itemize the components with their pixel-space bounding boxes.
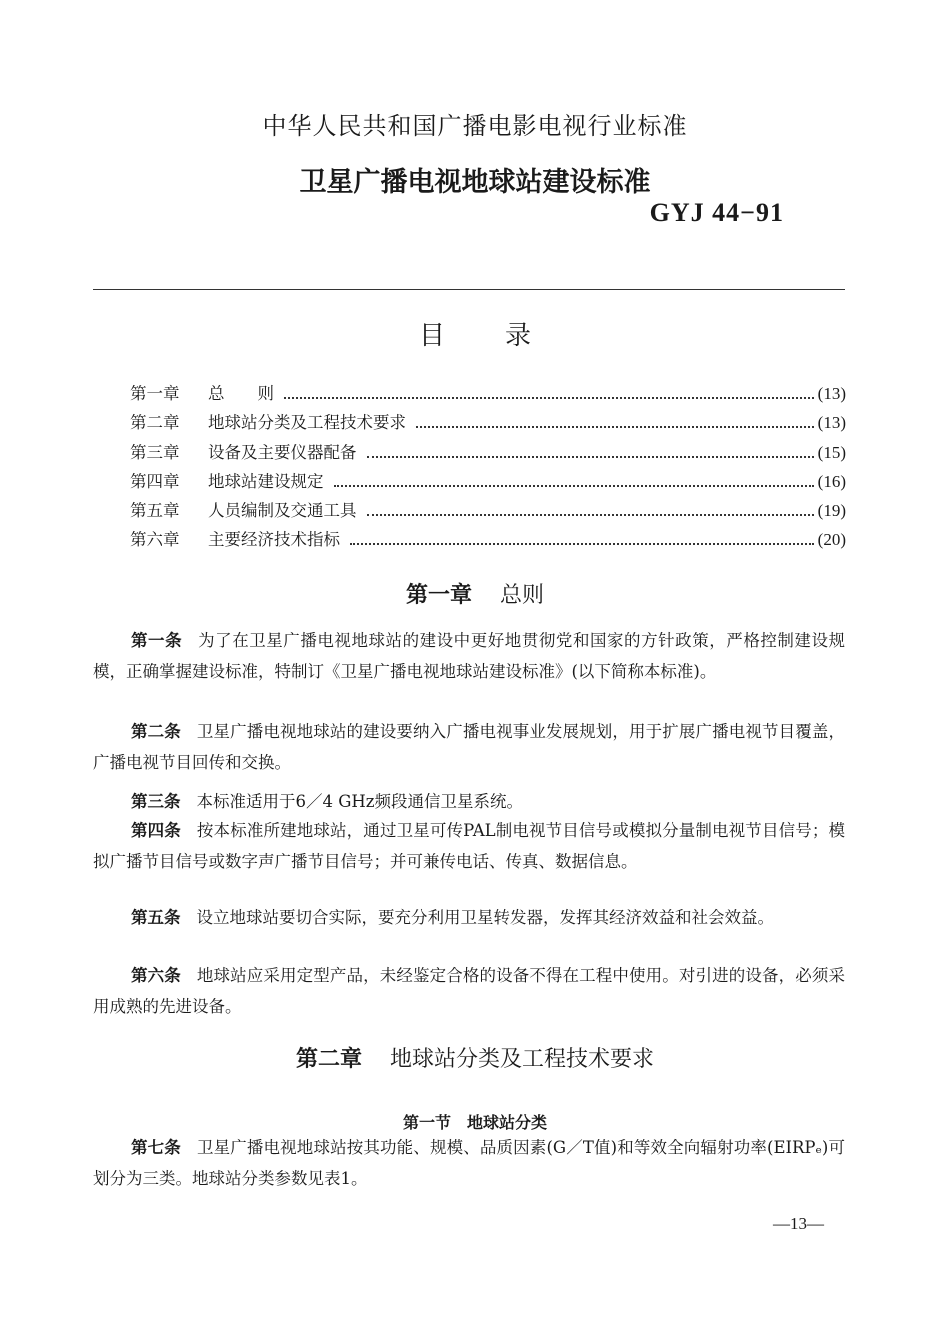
- toc-leader: [367, 514, 814, 516]
- article-label: 第一条: [131, 631, 183, 650]
- article-2: [93, 717, 845, 778]
- article-text: 地球站应采用定型产品，未经鉴定合格的设备不得在工程中使用。对引进的设备，必须采用成熟的先进设备。: [93, 966, 846, 1016]
- section-label: 第一节: [402, 1113, 451, 1132]
- toc-chapter-title: 主要经济技术指标: [208, 530, 340, 550]
- toc-chapter-number: 第四章: [130, 471, 180, 491]
- article-text: 卫星广播电视地球站的建设要纳入广播电视事业发展规划，用于扩展广播电视节目覆盖，广播电视节目回传和交换。: [93, 722, 846, 772]
- toc-chapter-number: 第六章: [130, 530, 180, 550]
- table-of-contents: [130, 380, 846, 556]
- toc-item[interactable]: [130, 468, 846, 497]
- toc-page-number: (19): [817, 501, 846, 521]
- toc-chapter-number: 第二章: [130, 413, 180, 433]
- page-number: —13—: [773, 1214, 824, 1233]
- article-4: [93, 816, 845, 877]
- chapter-label: 第二章: [295, 1047, 362, 1072]
- chapter-label: 第一章: [405, 583, 472, 608]
- toc-page-number: (13): [817, 413, 846, 433]
- toc-item[interactable]: [130, 526, 846, 555]
- article-label: 第五条: [131, 908, 181, 927]
- article-3: [93, 787, 845, 818]
- toc-chapter-number: 第一章: [130, 384, 180, 403]
- toc-chapter-title: 总 则: [208, 384, 274, 403]
- article-label: 第七条: [131, 1138, 181, 1157]
- chapter-name: 总则: [500, 583, 545, 608]
- toc-chapter-title: 人员编制及交通工具: [208, 501, 357, 521]
- toc-chapter-number: 第三章: [130, 442, 180, 462]
- article-5: [93, 903, 845, 934]
- header-divider: [93, 289, 845, 290]
- toc-chapter-title: 地球站分类及工程技术要求: [208, 413, 406, 433]
- article-label: 第六条: [131, 966, 181, 985]
- article-1: [93, 626, 845, 687]
- article-6: [93, 961, 845, 1022]
- chapter-name: 地球站分类及工程技术要求: [390, 1047, 655, 1072]
- document-title: 卫星广播电视地球站建设标准: [299, 167, 651, 198]
- article-text: 按本标准所建地球站，通过卫星可传PAL制电视节目信号或模拟分量制电视节目信号；模拟广播节目信号或数字声广播节目信号；并可兼传电话、传真、数据信息。: [93, 821, 845, 871]
- toc-item[interactable]: [130, 439, 846, 468]
- article-label: 第四条: [131, 821, 181, 840]
- toc-page-number: (20): [817, 530, 846, 550]
- article-text: 卫星广播电视地球站按其功能、规模、品质因素(G／T值)和等效全向辐射功率(EIRPₑ)可划分为三类。地球站分类参数见表1。: [93, 1138, 845, 1188]
- toc-page-number: (16): [817, 471, 846, 491]
- toc-leader: [284, 397, 814, 399]
- toc-page-number: (15): [817, 442, 846, 462]
- article-label: 第三条: [131, 792, 181, 811]
- toc-leader: [416, 426, 814, 428]
- article-7: [93, 1133, 845, 1194]
- toc-item[interactable]: [130, 409, 846, 438]
- toc-page-number: (13): [817, 384, 846, 403]
- toc-chapter-number: 第五章: [130, 501, 180, 521]
- section-heading: [0, 1110, 950, 1133]
- standard-category: 中华人民共和国广播电影电视行业标准: [262, 112, 688, 140]
- toc-chapter-title: 设备及主要仪器配备: [208, 442, 357, 462]
- article-text: 本标准适用于6／4 GHz频段通信卫星系统。: [196, 792, 524, 811]
- section-name: 地球站分类: [467, 1113, 548, 1132]
- toc-item[interactable]: [130, 380, 846, 409]
- article-label: 第二条: [131, 722, 181, 741]
- toc-heading: 目录: [418, 321, 591, 351]
- chapter-2-heading: [0, 1042, 950, 1073]
- toc-chapter-title: 地球站建设规定: [208, 471, 324, 491]
- toc-item[interactable]: [130, 497, 846, 526]
- standard-code: GYJ 44−91: [649, 198, 784, 227]
- article-text: 设立地球站要切合实际，要充分利用卫星转发器，发挥其经济效益和社会效益。: [196, 908, 774, 927]
- article-text: 为了在卫星广播电视地球站的建设中更好地贯彻党和国家的方针政策，严格控制建设规模，正确掌握建设标准，特制订《卫星广播电视地球站建设标准》(以下简称本标准)。: [93, 631, 846, 681]
- toc-leader: [334, 485, 814, 487]
- chapter-1-heading: [0, 578, 950, 609]
- toc-leader: [350, 543, 814, 545]
- toc-leader: [367, 456, 814, 458]
